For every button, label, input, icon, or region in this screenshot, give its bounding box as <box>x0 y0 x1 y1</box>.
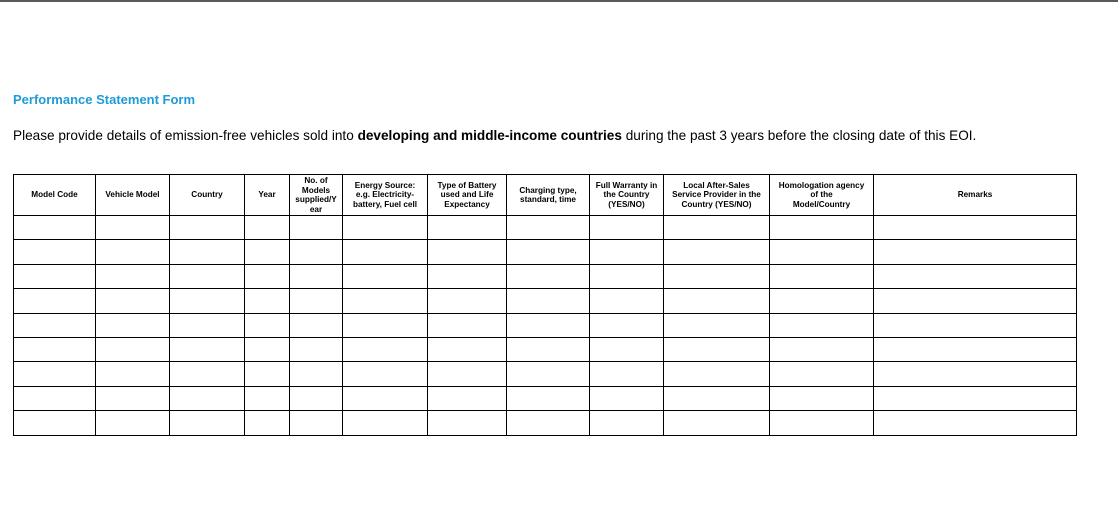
table-cell-country[interactable] <box>170 240 245 264</box>
table-cell-energy-source[interactable] <box>343 386 428 410</box>
table-cell-battery-type[interactable] <box>428 216 507 240</box>
header-remarks: Remarks <box>874 175 1077 216</box>
table-cell-model-code[interactable] <box>14 337 96 361</box>
table-cell-charging-type[interactable] <box>507 337 590 361</box>
table-cell-after-sales[interactable] <box>664 411 770 435</box>
table-cell-full-warranty[interactable] <box>590 216 664 240</box>
table-cell-model-code[interactable] <box>14 411 96 435</box>
table-cell-vehicle-model[interactable] <box>96 289 170 313</box>
table-cell-remarks[interactable] <box>874 240 1077 264</box>
header-vehicle-model: Vehicle Model <box>96 175 170 216</box>
header-after-sales: Local After-Sales Service Provider in the Country (YES/NO) <box>664 175 770 216</box>
table-cell-energy-source[interactable] <box>343 313 428 337</box>
intro-text-bold: developing and middle-income countries <box>357 128 622 143</box>
table-cell-models-supplied[interactable] <box>290 289 343 313</box>
table-cell-homologation[interactable] <box>770 386 874 410</box>
table-cell-full-warranty[interactable] <box>590 411 664 435</box>
table-header-row <box>14 175 1077 216</box>
table-cell-charging-type[interactable] <box>507 240 590 264</box>
table-cell-after-sales[interactable] <box>664 362 770 386</box>
table-cell-year[interactable] <box>245 337 290 361</box>
performance-table <box>13 174 1077 436</box>
table-cell-battery-type[interactable] <box>428 337 507 361</box>
table-cell-battery-type[interactable] <box>428 411 507 435</box>
intro-text-before: Please provide details of emission-free vehicles sold into <box>13 128 358 143</box>
table-cell-models-supplied[interactable] <box>290 264 343 288</box>
table-cell-vehicle-model[interactable] <box>96 362 170 386</box>
table-row <box>14 216 1077 240</box>
table-cell-battery-type[interactable] <box>428 362 507 386</box>
table-cell-homologation[interactable] <box>770 264 874 288</box>
table-cell-battery-type[interactable] <box>428 313 507 337</box>
table-cell-remarks[interactable] <box>874 411 1077 435</box>
table-cell-energy-source[interactable] <box>343 362 428 386</box>
table-cell-vehicle-model[interactable] <box>96 216 170 240</box>
table-cell-homologation[interactable] <box>770 313 874 337</box>
form-title: Performance Statement Form <box>13 92 196 107</box>
intro-text-after: during the past 3 years before the closing date of this EOI. <box>621 128 977 143</box>
header-full-warranty: Full Warranty in the Country (YES/NO) <box>590 175 664 216</box>
header-year: Year <box>245 175 290 216</box>
table-cell-models-supplied[interactable] <box>290 411 343 435</box>
table-cell-full-warranty[interactable] <box>590 264 664 288</box>
table-cell-models-supplied[interactable] <box>290 337 343 361</box>
table-cell-model-code[interactable] <box>14 386 96 410</box>
table-cell-energy-source[interactable] <box>343 289 428 313</box>
table-cell-models-supplied[interactable] <box>290 386 343 410</box>
table-cell-model-code[interactable] <box>14 362 96 386</box>
table-cell-charging-type[interactable] <box>507 386 590 410</box>
table-cell-country[interactable] <box>170 313 245 337</box>
table-cell-model-code[interactable] <box>14 264 96 288</box>
table-cell-models-supplied[interactable] <box>290 216 343 240</box>
table-cell-full-warranty[interactable] <box>590 337 664 361</box>
table-cell-models-supplied[interactable] <box>290 313 343 337</box>
table-row <box>14 240 1077 264</box>
table-cell-remarks[interactable] <box>874 386 1077 410</box>
table-cell-homologation[interactable] <box>770 337 874 361</box>
table-cell-year[interactable] <box>245 240 290 264</box>
table-cell-battery-type[interactable] <box>428 240 507 264</box>
table-cell-after-sales[interactable] <box>664 313 770 337</box>
table-cell-vehicle-model[interactable] <box>96 240 170 264</box>
header-country: Country <box>170 175 245 216</box>
table-cell-battery-type[interactable] <box>428 264 507 288</box>
table-cell-after-sales[interactable] <box>664 216 770 240</box>
table-cell-full-warranty[interactable] <box>590 289 664 313</box>
table-cell-country[interactable] <box>170 411 245 435</box>
table-cell-full-warranty[interactable] <box>590 240 664 264</box>
table-row <box>14 264 1077 288</box>
table-cell-full-warranty[interactable] <box>590 313 664 337</box>
header-charging-type: Charging type, standard, time <box>507 175 590 216</box>
table-row <box>14 313 1077 337</box>
table-row <box>14 386 1077 410</box>
table-cell-remarks[interactable] <box>874 337 1077 361</box>
table-cell-energy-source[interactable] <box>343 264 428 288</box>
table-cell-remarks[interactable] <box>874 264 1077 288</box>
table-row <box>14 289 1077 313</box>
table-cell-model-code[interactable] <box>14 240 96 264</box>
table-cell-year[interactable] <box>245 264 290 288</box>
table-cell-year[interactable] <box>245 362 290 386</box>
table-cell-model-code[interactable] <box>14 313 96 337</box>
table-cell-year[interactable] <box>245 216 290 240</box>
table-cell-year[interactable] <box>245 313 290 337</box>
table-cell-charging-type[interactable] <box>507 289 590 313</box>
table-row <box>14 411 1077 435</box>
table-cell-energy-source[interactable] <box>343 216 428 240</box>
table-cell-vehicle-model[interactable] <box>96 337 170 361</box>
table-cell-model-code[interactable] <box>14 216 96 240</box>
table-cell-charging-type[interactable] <box>507 264 590 288</box>
table-cell-charging-type[interactable] <box>507 411 590 435</box>
table-cell-year[interactable] <box>245 289 290 313</box>
table-cell-homologation[interactable] <box>770 411 874 435</box>
table-cell-country[interactable] <box>170 362 245 386</box>
table-cell-vehicle-model[interactable] <box>96 264 170 288</box>
header-model-code: Model Code <box>14 175 96 216</box>
top-divider <box>0 0 1118 2</box>
table-cell-full-warranty[interactable] <box>590 386 664 410</box>
header-energy-source: Energy Source: e.g. Electricity- battery, Fuel cell <box>343 175 428 216</box>
table-row <box>14 362 1077 386</box>
table-cell-after-sales[interactable] <box>664 240 770 264</box>
table-cell-after-sales[interactable] <box>664 289 770 313</box>
table-cell-remarks[interactable] <box>874 216 1077 240</box>
table-cell-homologation[interactable] <box>770 240 874 264</box>
table-cell-charging-type[interactable] <box>507 313 590 337</box>
table-cell-year[interactable] <box>245 411 290 435</box>
table-cell-country[interactable] <box>170 264 245 288</box>
table-cell-charging-type[interactable] <box>507 216 590 240</box>
table-body <box>14 216 1077 436</box>
table-cell-year[interactable] <box>245 386 290 410</box>
header-homologation: Homologation agency of the Model/Country <box>770 175 874 216</box>
table-cell-remarks[interactable] <box>874 289 1077 313</box>
table-cell-vehicle-model[interactable] <box>96 386 170 410</box>
table-cell-homologation[interactable] <box>770 362 874 386</box>
table-cell-remarks[interactable] <box>874 313 1077 337</box>
table-cell-energy-source[interactable] <box>343 240 428 264</box>
table-cell-models-supplied[interactable] <box>290 362 343 386</box>
table-cell-after-sales[interactable] <box>664 337 770 361</box>
table-cell-after-sales[interactable] <box>664 264 770 288</box>
table-cell-energy-source[interactable] <box>343 337 428 361</box>
table-cell-homologation[interactable] <box>770 216 874 240</box>
table-cell-vehicle-model[interactable] <box>96 411 170 435</box>
table-cell-model-code[interactable] <box>14 289 96 313</box>
table-cell-vehicle-model[interactable] <box>96 313 170 337</box>
table-cell-models-supplied[interactable] <box>290 240 343 264</box>
table-cell-charging-type[interactable] <box>507 362 590 386</box>
header-battery-type: Type of Battery used and Life Expectancy <box>428 175 507 216</box>
table-cell-country[interactable] <box>170 289 245 313</box>
table-cell-remarks[interactable] <box>874 362 1077 386</box>
table-row <box>14 337 1077 361</box>
table-cell-homologation[interactable] <box>770 289 874 313</box>
table-cell-country[interactable] <box>170 386 245 410</box>
intro-paragraph <box>13 128 976 143</box>
table-cell-after-sales[interactable] <box>664 386 770 410</box>
table-cell-battery-type[interactable] <box>428 289 507 313</box>
table-cell-battery-type[interactable] <box>428 386 507 410</box>
table-cell-energy-source[interactable] <box>343 411 428 435</box>
header-models-supplied: No. of Models supplied/Y ear <box>290 175 343 216</box>
table-cell-full-warranty[interactable] <box>590 362 664 386</box>
table-cell-country[interactable] <box>170 216 245 240</box>
table-cell-country[interactable] <box>170 337 245 361</box>
